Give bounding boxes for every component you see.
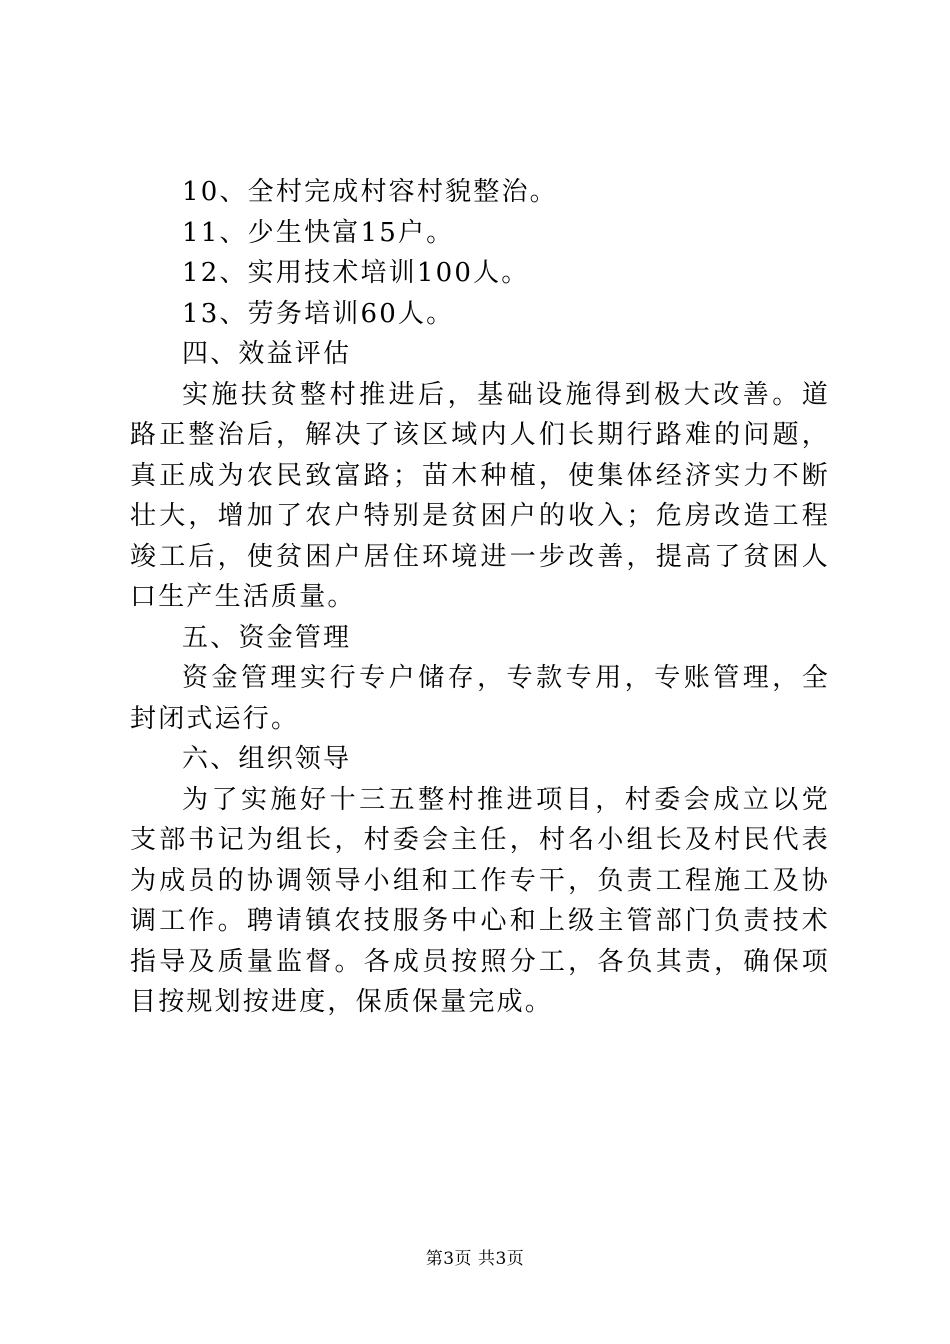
list-item: 13、劳务培训60人。	[182, 298, 455, 329]
section-body-benefit: 实施扶贫整村推进后，基础设施得到极大改善。道路正整治后，解决了该区域内人们长期行路难的问题，真正成为农民致富路；苗木种植，使集体经济实力不断壮大，增加了农户特别是贫困户的收入；危房改造工程竣工后，使贫困户居住环境进一步改善，提高了贫困人口生产生活质量。	[130, 379, 830, 612]
section-body-organization: 为了实施好十三五整村推进项目，村委会成立以党支部书记为组长，村委会主任，村名小组长及村民代表为成员的协调领导小组和工作专干，负责工程施工及协调工作。聘请镇农技服务中心和上级主管部门负责技术指导及质量监督。各成员按照分工，各负其责，确保项目按规划按进度，保质保量完成。	[130, 784, 830, 1017]
list-item: 10、全村完成村容村貌整治。	[182, 177, 558, 207]
document-body	[130, 172, 830, 1023]
page-number-footer: 第3页 共3页	[425, 1249, 525, 1269]
list-item: 11、少生快富15户。	[182, 217, 455, 248]
section-heading-organization: 六、组织领导	[182, 744, 352, 774]
section-heading-funds: 五、资金管理	[182, 622, 352, 653]
list-item: 12、实用技术培训100人。	[182, 258, 530, 288]
section-heading-benefit: 四、效益评估	[182, 339, 352, 369]
section-body-funds: 资金管理实行专户储存，专款专用，专账管理，全封闭式运行。	[130, 663, 830, 734]
